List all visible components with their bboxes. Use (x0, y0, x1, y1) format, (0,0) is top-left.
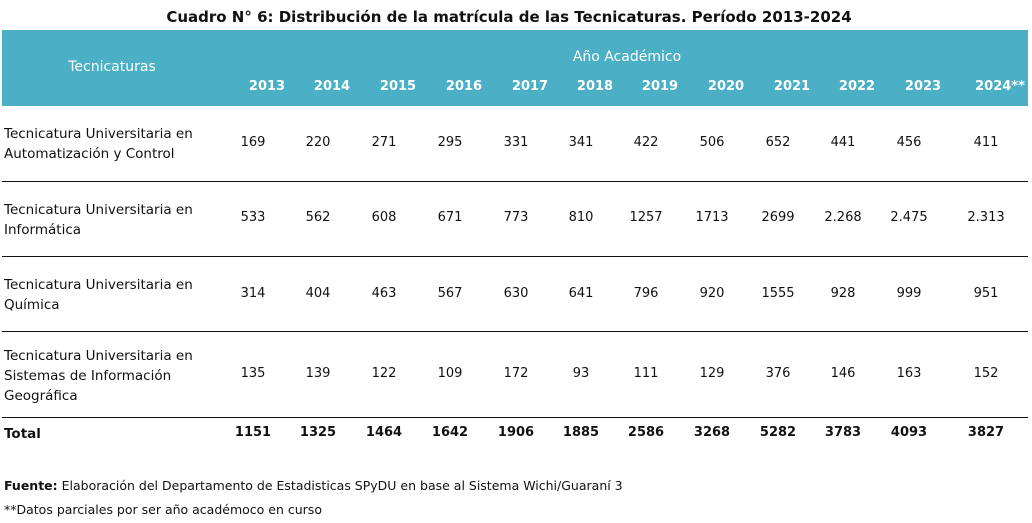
total-cell: 3827 (967, 425, 1005, 440)
table-cell: 169 (240, 135, 266, 150)
total-cell: 1906 (497, 425, 535, 440)
header-year: 2014 (313, 79, 351, 94)
total-cell: 1325 (299, 425, 337, 440)
row-label: Tecnicatura Universitaria en Automatización y Control (4, 126, 193, 162)
table-cell: 999 (896, 286, 922, 301)
table-title: Cuadro N° 6: Distribución de la matrícula de las Tecnicaturas. Período 2013-2024 (166, 8, 852, 26)
header-year: 2023 (904, 79, 942, 94)
header-year: 2021 (773, 79, 811, 94)
header-year: 2022 (838, 79, 876, 94)
header-row-label: Tecnicaturas (68, 59, 156, 75)
total-cell: 1885 (562, 425, 600, 440)
partial-data-note: **Datos parciales por ser año académoco en curso (4, 502, 322, 517)
table-cell: 951 (973, 286, 999, 301)
header-year: 2019 (641, 79, 679, 94)
table-cell: 139 (305, 366, 331, 381)
table-cell: 1555 (761, 286, 795, 301)
header-year: 2024** (975, 79, 1025, 94)
row-divider (2, 331, 1028, 332)
total-label: Total (4, 426, 41, 442)
table-cell: 456 (896, 135, 922, 150)
table-cell: 796 (633, 286, 659, 301)
row-label: Tecnicatura Universitaria en Sistemas de Información Geográfica (4, 348, 193, 404)
table-cell: 506 (699, 135, 725, 150)
source-label: Fuente: (4, 478, 58, 493)
table-cell: 172 (503, 366, 529, 381)
table-cell: 463 (371, 286, 397, 301)
table-cell: 2.313 (967, 210, 1005, 225)
table-cell: 146 (830, 366, 856, 381)
row-label: Tecnicatura Universitaria en Informática (4, 202, 193, 238)
table-cell: 411 (973, 135, 999, 150)
total-cell: 3783 (824, 425, 862, 440)
header-year: 2016 (445, 79, 483, 94)
header-year: 2013 (248, 79, 286, 94)
table-cell: 220 (305, 135, 331, 150)
header-year-group-label: Año Académico (572, 49, 682, 65)
table-cell: 562 (305, 210, 331, 225)
total-cell: 2586 (627, 425, 665, 440)
table-cell: 295 (437, 135, 463, 150)
table-cell: 773 (503, 210, 529, 225)
total-cell: 4093 (890, 425, 928, 440)
table-cell: 671 (437, 210, 463, 225)
row-divider (2, 181, 1028, 182)
table-cell: 2699 (761, 210, 795, 225)
table-cell: 376 (765, 366, 791, 381)
table-cell: 928 (830, 286, 856, 301)
header-year: 2015 (379, 79, 417, 94)
table-cell: 314 (240, 286, 266, 301)
table-cell: 441 (830, 135, 856, 150)
table-cell: 109 (437, 366, 463, 381)
header-year: 2020 (707, 79, 745, 94)
total-cell: 1464 (365, 425, 403, 440)
table-cell: 152 (973, 366, 999, 381)
table-cell: 641 (568, 286, 594, 301)
row-divider (2, 417, 1028, 418)
header-years (2, 79, 1028, 99)
table-cell: 331 (503, 135, 529, 150)
row-label: Tecnicatura Universitaria en Química (4, 277, 193, 313)
table-cell: 341 (568, 135, 594, 150)
source-text: Elaboración del Departamento de Estadisticas SPyDU en base al Sistema Wichi/Guaraní 3 (57, 478, 623, 493)
total-cell: 1642 (431, 425, 469, 440)
table-cell: 533 (240, 210, 266, 225)
table-cell: 271 (371, 135, 397, 150)
header-year: 2018 (576, 79, 614, 94)
total-cell: 5282 (759, 425, 797, 440)
table-cell: 93 (572, 366, 590, 381)
table-header (2, 30, 1028, 106)
table-cell: 652 (765, 135, 791, 150)
table-cell: 129 (699, 366, 725, 381)
table-cell: 810 (568, 210, 594, 225)
table-cell: 567 (437, 286, 463, 301)
table-cell: 135 (240, 366, 266, 381)
table-cell: 630 (503, 286, 529, 301)
source-note (4, 478, 623, 493)
row-divider (2, 256, 1028, 257)
total-cell: 1151 (234, 425, 272, 440)
table-cell: 920 (699, 286, 725, 301)
table-cell: 608 (371, 210, 397, 225)
table-cell: 2.475 (890, 210, 928, 225)
total-cell: 3268 (693, 425, 731, 440)
table-cell: 111 (633, 366, 659, 381)
table-cell: 1713 (695, 210, 729, 225)
table-cell: 404 (305, 286, 331, 301)
table-cell: 122 (371, 366, 397, 381)
table-cell: 2.268 (824, 210, 862, 225)
table-cell: 422 (633, 135, 659, 150)
table-cell: 1257 (629, 210, 663, 225)
table-cell: 163 (896, 366, 922, 381)
header-year: 2017 (511, 79, 549, 94)
